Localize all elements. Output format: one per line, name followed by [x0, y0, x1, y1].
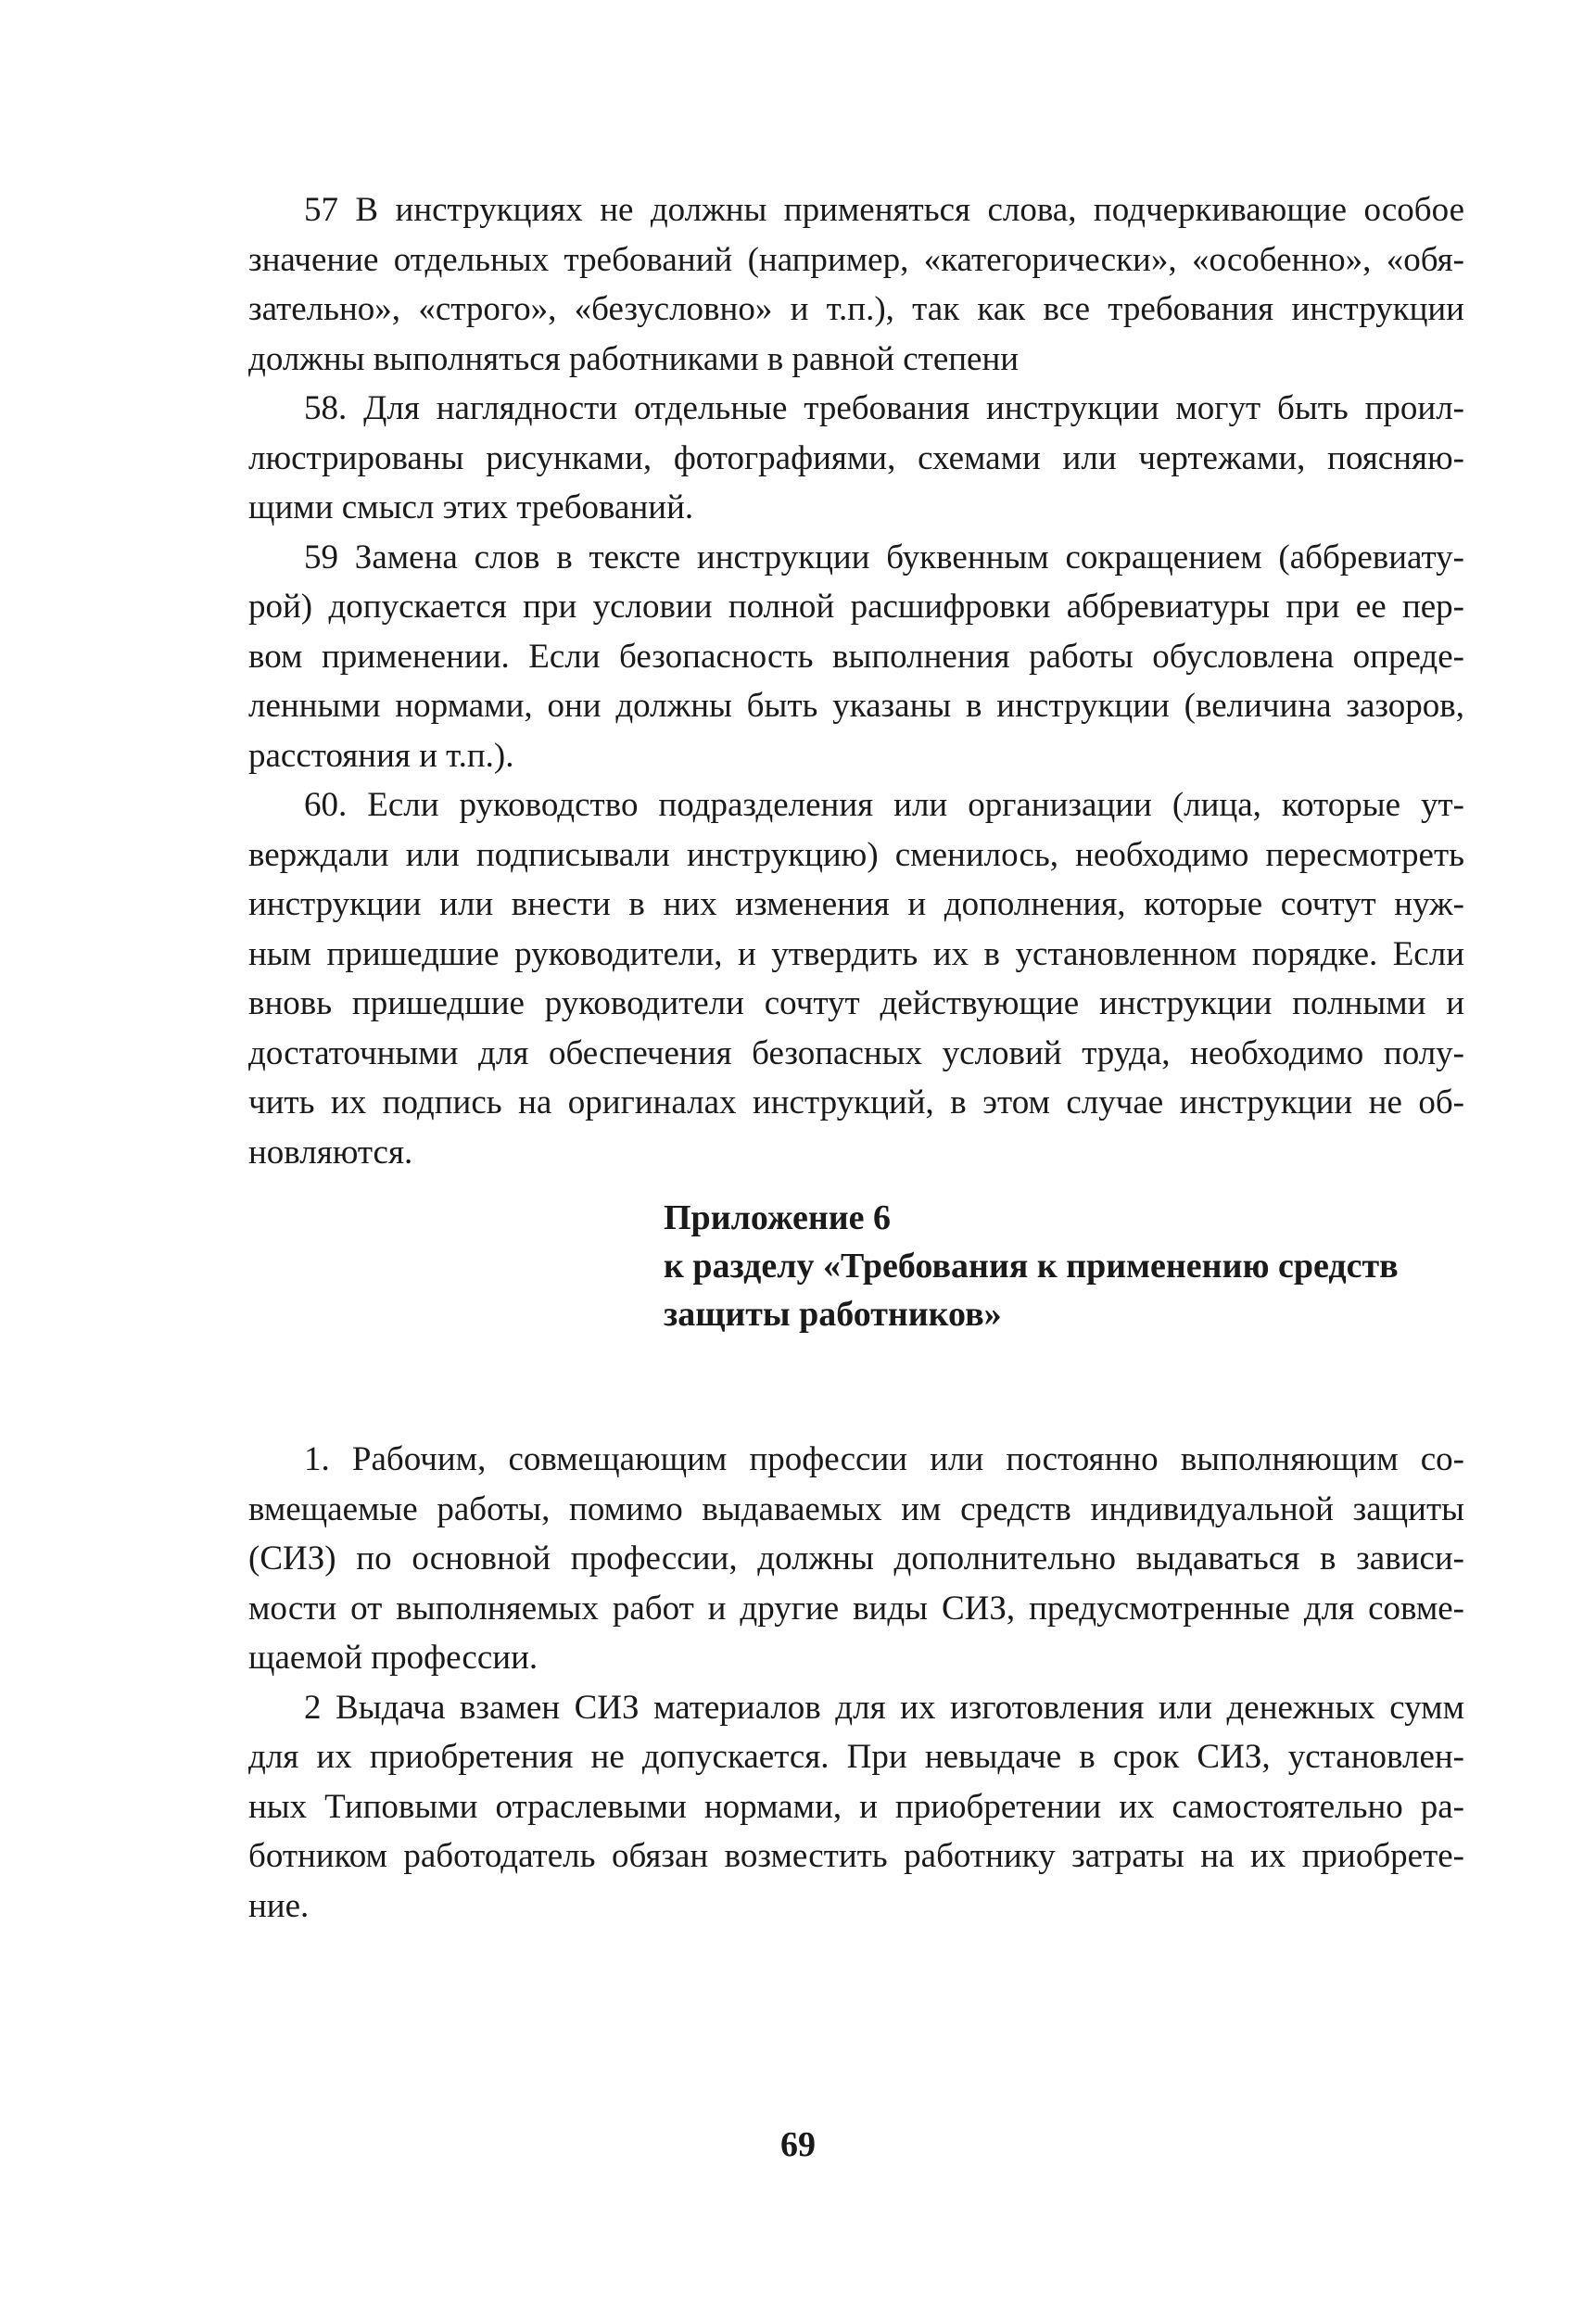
text-line: 2 Выдача взамен СИЗ материалов для их изготовления или денежных сумм — [304, 1688, 1464, 1727]
appendix-subtitle-line: к разделу «Требования к применению средств — [664, 1247, 1399, 1286]
text-line: 57 В инструкциях не должны применяться слова, подчеркивающие особое — [304, 191, 1464, 229]
appendix-heading — [664, 1194, 1399, 1338]
text-line: ных Типовыми отраслевыми нормами, и приобретении их самостоятельно ра- — [248, 1787, 1464, 1826]
text-line: 1. Рабочим, совмещающим профессии или постоянно выполняющим со- — [304, 1440, 1464, 1478]
text-line: инструкции или внести в них изменения и дополнения, которые сочтут нуж- — [248, 885, 1464, 923]
text-line: достаточными для обеспечения безопасных условий труда, необходимо полу- — [248, 1033, 1464, 1072]
text-line: 58. Для наглядности отдельные требования инструкции могут быть проил- — [304, 389, 1464, 427]
text-line: чить их подпись на оригиналах инструкций, в этом случае инструкции не об- — [248, 1083, 1464, 1121]
paragraph-60 — [248, 780, 1464, 1177]
text-line: значение отдельных требований (например, «категорически», «особенно», «обя- — [248, 240, 1464, 279]
text-line: вновь пришедшие руководители сочтут действующие инструкции полными и — [248, 984, 1464, 1022]
text-line: должны выполняться работниками в равной степени — [248, 339, 1020, 378]
text-line: 59 Замена слов в тексте инструкции буквенным сокращением (аббревиату- — [304, 538, 1464, 576]
paragraph-57 — [248, 185, 1464, 384]
appendix-subtitle-line: защиты работников» — [664, 1295, 1002, 1334]
text-line: для их приобретения не допускается. При невыдаче в срок СИЗ, установлен- — [248, 1738, 1464, 1776]
page-number: 69 — [780, 2125, 816, 2164]
text-line: люстрированы рисунками, фотографиями, схемами или чертежами, поясняю- — [248, 438, 1464, 477]
text-line: (СИЗ) по основной профессии, должны дополнительно выдаваться в зависи- — [248, 1539, 1464, 1577]
text-line: новляются. — [248, 1133, 413, 1172]
text-line: расстояния и т.п.). — [248, 736, 514, 775]
paragraph-1 — [248, 1435, 1464, 1683]
text-line: 60. Если руководство подразделения или организации (лица, которые ут- — [304, 786, 1464, 824]
text-line: верждали или подписывали инструкцию) сменилось, необходимо пересмотреть — [248, 835, 1464, 874]
text-line: ние. — [248, 1886, 310, 1925]
text-line: вмещаемые работы, помимо выдаваемых им средств индивидуальной защиты — [248, 1489, 1464, 1528]
text-line: щаемой профессии. — [248, 1639, 538, 1677]
text-line: зательно», «строго», «безусловно» и т.п.), так как все требования инструкции — [248, 290, 1464, 328]
body-text-bottom — [248, 1435, 1464, 1931]
text-line: ленными нормами, они должны быть указаны в инструкции (величина зазоров, — [248, 687, 1464, 725]
text-line: щими смысл этих требований. — [248, 488, 694, 526]
text-line: ботником работодатель обязан возместить работнику затраты на их приобрете- — [248, 1837, 1464, 1875]
text-line: вом применении. Если безопасность выполнения работы обусловлена опреде- — [248, 637, 1464, 676]
paragraph-58 — [248, 384, 1464, 533]
text-line: ным пришедшие руководители, и утвердить их в установленном порядке. Если — [248, 934, 1464, 973]
text-line: рой) допускается при условии полной расшифровки аббревиатуры при ее пер- — [248, 588, 1464, 626]
appendix-title: Приложение 6 — [664, 1198, 892, 1237]
text-line: мости от выполняемых работ и другие виды СИЗ, предусмотренные для совме- — [248, 1589, 1464, 1628]
paragraph-59 — [248, 533, 1464, 781]
paragraph-2 — [248, 1683, 1464, 1932]
body-text-top — [248, 185, 1464, 1177]
